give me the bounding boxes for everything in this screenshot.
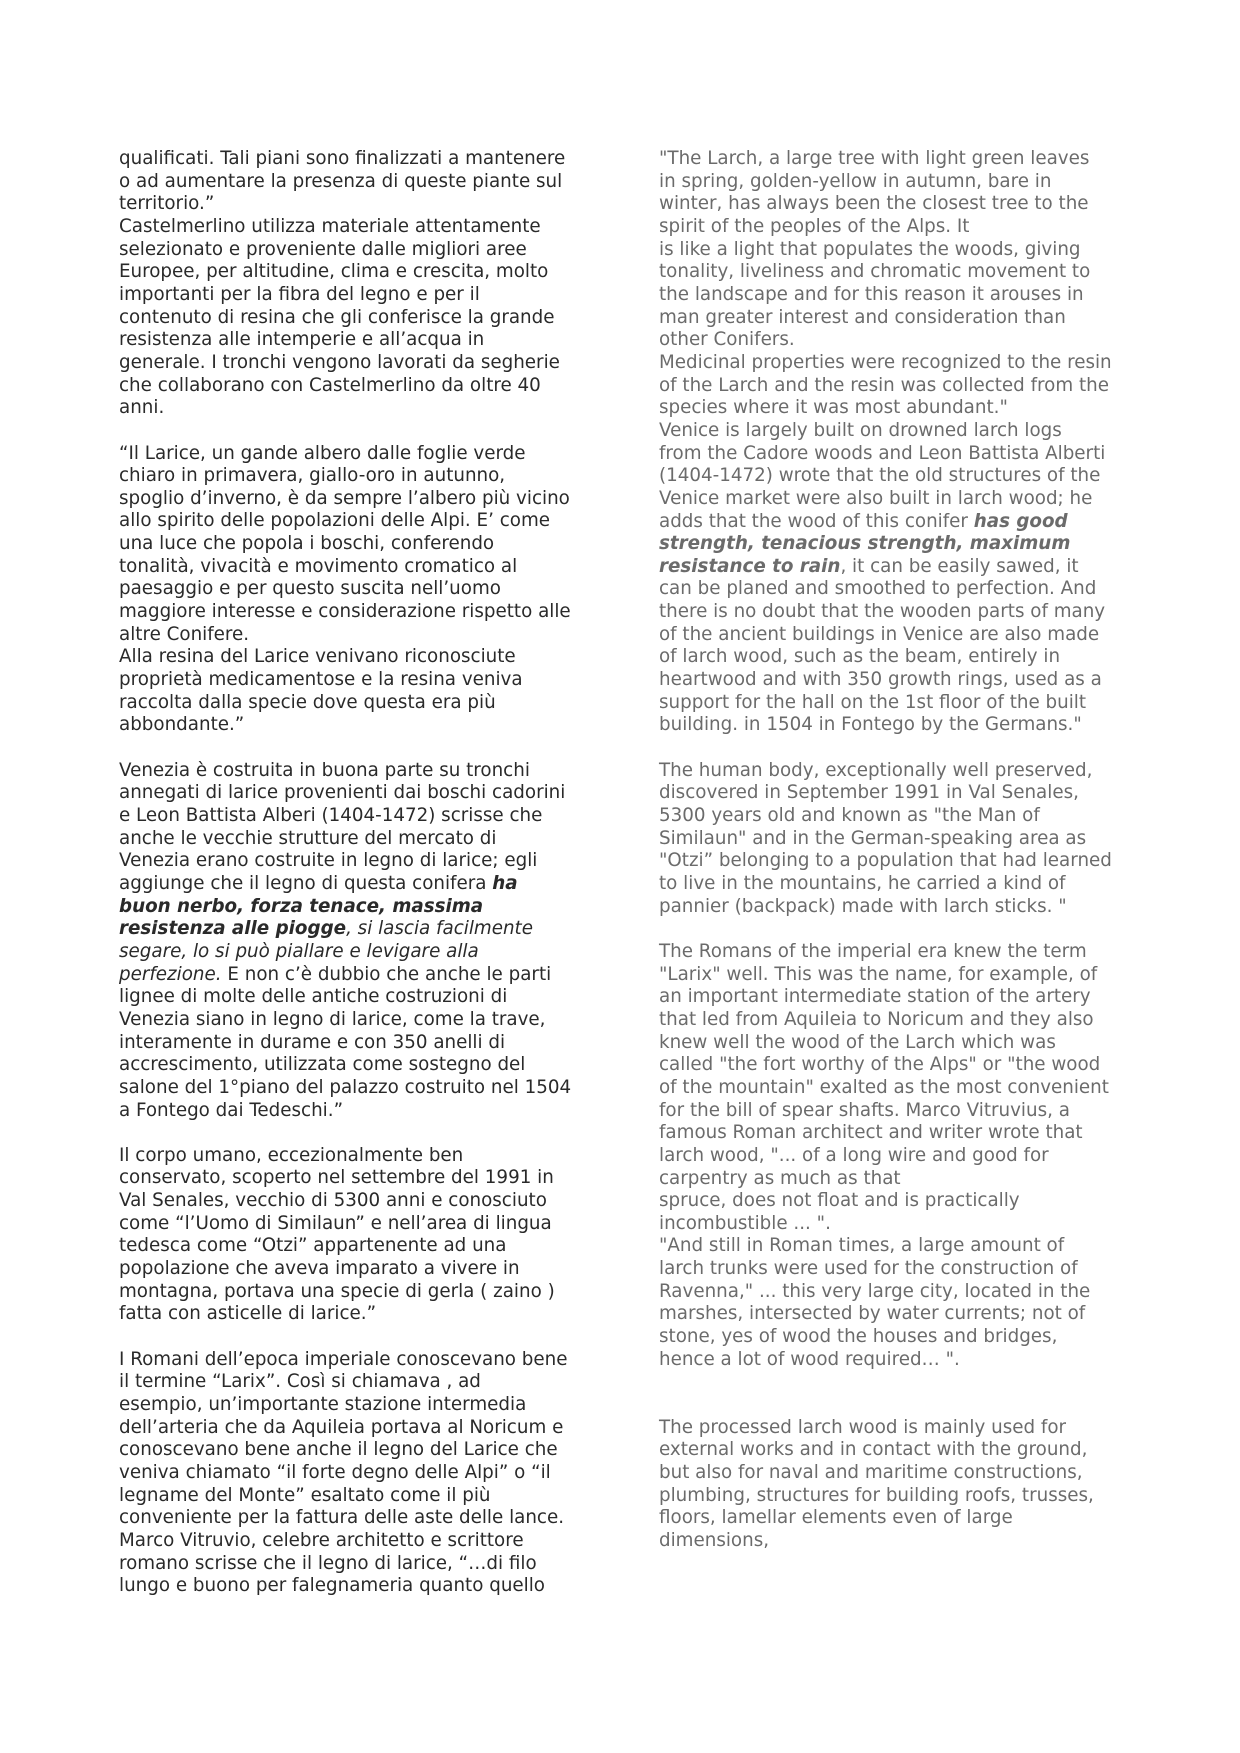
text-run: , it can be easily sawed, it	[840, 555, 1079, 577]
paragraph-larice	[119, 443, 599, 738]
text-line: Venezia erano costruite in legno di larice; egli	[119, 850, 538, 872]
text-line: that led from Aquileia to Noricum and they also	[659, 1008, 1094, 1030]
text-line: (1404-1472) wrote that the old structures of the	[659, 465, 1101, 487]
text-line: is like a light that populates the woods, giving	[659, 238, 1081, 260]
text-line: fatta con asticelle di larice.”	[119, 1303, 377, 1325]
text-line	[119, 873, 599, 896]
text-line	[119, 964, 599, 987]
text-line: plumbing, structures for building roofs, trusses,	[659, 1484, 1094, 1506]
text-line: can be planed and smoothed to perfection. And	[659, 578, 1097, 600]
emphasis-bold-italic: ha	[492, 872, 518, 894]
text-line: Ravenna," ... this very large city, located in the	[659, 1280, 1091, 1302]
text-line: Alla resina del Larice venivano riconosciute	[119, 646, 516, 668]
text-line: interamente in durame e con 350 anelli di	[119, 1031, 506, 1053]
text-line: hence a lot of wood required… ".	[659, 1348, 960, 1370]
text-line: anni.	[119, 397, 165, 419]
emphasis-bold-italic: strength, tenacious strength, maximum	[659, 533, 1071, 555]
text-line: montagna, portava una specie di gerla ( zaino )	[119, 1280, 555, 1302]
text-line: veniva chiamato “il forte degno delle Alpi” o “il	[119, 1462, 551, 1483]
text-line: famous Roman architect and writer wrote that	[659, 1122, 1083, 1144]
emphasis-italic: perfezione.	[119, 963, 222, 985]
text-line: qualificati. Tali piani sono finalizzati a mantenere	[119, 148, 566, 169]
text-line: 5300 years old and known as "the Man of	[659, 805, 1040, 827]
text-line: proprietà medicamentose e la resina veniva	[119, 669, 523, 691]
text-line: maggiore interesse e considerazione rispetto alle	[119, 601, 571, 623]
text-line: to live in the mountains, he carried a kind of	[659, 872, 1066, 894]
text-line: discovered in September 1991 in Val Senales,	[659, 782, 1079, 804]
text-line: there is no doubt that the wooden parts of many	[659, 601, 1106, 623]
text-line: carpentry as much as that	[659, 1167, 901, 1189]
text-line: incombustible ... ".	[659, 1212, 831, 1234]
text-line: Castelmerlino utilizza materiale attentamente	[119, 215, 541, 237]
paragraph-larch	[659, 148, 1139, 420]
text-line: tonalità, vivacità e movimento cromatico al	[119, 555, 518, 577]
text-line: Val Senales, vecchio di 5300 anni e conosciuto	[119, 1190, 547, 1212]
right-column-english	[659, 148, 1139, 1553]
text-line: resistenza alle intemperie e all’acqua in	[119, 329, 485, 351]
text-line: man greater interest and consideration than	[659, 306, 1066, 328]
emphasis-bold-italic: resistance to rain	[659, 555, 841, 577]
text-line: Medicinal properties were recognized to the resin	[659, 351, 1112, 373]
text-line: Venezia siano in legno di larice, come la trave,	[119, 1008, 546, 1030]
paragraph-human-body	[659, 760, 1139, 919]
text-line: tonality, liveliness and chromatic movement to	[659, 261, 1091, 283]
emphasis-italic: , si lascia facilmente	[346, 918, 533, 940]
text-line: heartwood and with 350 growth rings, used as a	[659, 669, 1102, 691]
text-line: but also for naval and maritime constructions,	[659, 1462, 1083, 1484]
text-line: "And still in Roman times, a large amount of	[659, 1235, 1065, 1257]
text-line: stone, yes of wood the houses and bridges,	[659, 1326, 1058, 1348]
paragraph-castelmerlino	[119, 148, 599, 420]
text-line: for the bill of spear shafts. Marco Vitruvius, a	[659, 1099, 1070, 1121]
text-line: knew well the wood of the Larch which was	[659, 1031, 1056, 1053]
text-line: legname del Monte” esaltato come il più	[119, 1484, 491, 1506]
text-line: pannier (backpack) made with larch sticks. "	[659, 895, 1067, 917]
emphasis-bold-italic: buon nerbo, forza tenace, massima	[119, 895, 484, 917]
text-line: come “l’Uomo di Similaun” e nell’area di lingua	[119, 1212, 552, 1234]
text-line: a Fontego dai Tedeschi.”	[119, 1099, 344, 1121]
text-line: larch wood, "... of a long wire and good for	[659, 1144, 1049, 1166]
text-line: floors, lamellar elements even of large	[659, 1507, 1013, 1529]
text-line: Marco Vitruvio, celebre architetto e scrittore	[119, 1529, 524, 1551]
text-line: Il corpo umano, eccezionalmente ben	[119, 1144, 464, 1166]
text-line: building. in 1504 in Fontego by the Germans."	[659, 714, 1082, 736]
text-line: “Il Larice, un gande albero dalle foglie verde	[119, 442, 526, 464]
text-line: of the ancient buildings in Venice are also made	[659, 623, 1100, 645]
text-line: il termine “Larix”. Così si chiamava , ad	[119, 1371, 481, 1393]
text-line: species where it was most abundant."	[659, 397, 1008, 419]
text-line: "Otzi” belonging to a population that had learned	[659, 850, 1112, 872]
text-line: chiaro in primavera, giallo-oro in autunno,	[119, 465, 506, 487]
text-line: importanti per la fibra del legno e per il	[119, 283, 480, 305]
text-line: The processed larch wood is mainly used for	[659, 1416, 1067, 1438]
paragraph-processed-wood	[659, 1417, 1139, 1553]
text-line: generale. I tronchi vengono lavorati da segherie	[119, 351, 560, 373]
text-line: o ad aumentare la presenza di queste piante sul	[119, 170, 563, 192]
paragraph-romans	[659, 941, 1139, 1371]
text-line: of the Larch and the resin was collected from the	[659, 374, 1109, 396]
text-line: lignee di molte delle antiche costruzioni di	[119, 986, 508, 1008]
text-line: e Leon Battista Alberi (1404-1472) scrisse che	[119, 805, 543, 826]
text-line: of the mountain" exalted as the most convenient	[659, 1076, 1109, 1098]
text-line: from the Cadore woods and Leon Battista Alberti	[659, 442, 1106, 464]
text-line	[659, 511, 1139, 534]
text-line: Similaun" and in the German-speaking area as	[659, 827, 1087, 849]
text-line: esempio, un’importante stazione intermedia	[119, 1394, 527, 1416]
text-line: conservato, scoperto nel settembre del 1991 in	[119, 1167, 554, 1189]
text-line	[119, 918, 599, 941]
paragraph-venice	[659, 420, 1139, 737]
text-line: altre Conifere.	[119, 623, 250, 645]
text-line: Europee, per altitudine, clima e crescita, molto	[119, 261, 549, 283]
paragraph-romani	[119, 1349, 599, 1598]
text-line: contenuto di resina che gli conferisce la grande	[119, 306, 555, 328]
text-line: dimensions,	[659, 1529, 770, 1551]
text-line: spirit of the peoples of the Alps. It	[659, 215, 970, 237]
text-line: "The Larch, a large tree with light green leaves	[659, 148, 1090, 169]
text-line: spruce, does not float and is practically	[659, 1190, 1020, 1212]
text-line: spoglio d’inverno, è da sempre l’albero più vicino	[119, 487, 570, 509]
text-line: of larch wood, such as the beam, entirely in	[659, 646, 1061, 668]
text-line: popolazione che aveva imparato a vivere in	[119, 1258, 520, 1280]
text-line: una luce che popola i boschi, conferendo	[119, 533, 495, 555]
emphasis-bold-italic: has good	[973, 510, 1068, 532]
text-line: selezionato e proveniente dalle migliori aree	[119, 238, 527, 260]
text-line: winter, has always been the closest tree to the	[659, 193, 1089, 215]
text-line: accrescimento, utilizzata come sostegno del	[119, 1054, 526, 1076]
text-line: marshes, intersected by water currents; not of	[659, 1303, 1086, 1325]
text-line	[659, 556, 1139, 579]
emphasis-italic: segare, lo si può piallare e levigare alla	[119, 940, 479, 962]
text-line: an important intermediate station of the artery	[659, 986, 1091, 1008]
text-line: larch trunks were used for the construction of	[659, 1258, 1078, 1280]
text-line: tedesca come “Otzi” appartenente ad una	[119, 1235, 507, 1257]
text-line: allo spirito delle popolazioni delle Alpi. E’ come	[119, 510, 551, 532]
text-line: Venezia è costruita in buona parte su tronchi	[119, 759, 530, 781]
text-run: aggiunge che il legno di questa conifera	[119, 872, 493, 894]
text-line: territorio.”	[119, 193, 215, 215]
text-line: paesaggio e per questo suscita nell’uomo	[119, 578, 501, 600]
text-line: conoscevano bene anche il legno del Larice che	[119, 1439, 558, 1461]
text-line: abbondante.”	[119, 714, 245, 736]
text-line: support for the hall on the 1st floor of the built	[659, 691, 1087, 713]
text-line: raccolta dalla specie dove questa era più	[119, 691, 496, 713]
text-run: adds that the wood of this conifer	[659, 510, 974, 532]
paragraph-venezia	[119, 760, 599, 1123]
text-run: E non c’è dubbio che anche le parti	[221, 963, 552, 985]
text-line: Venice market were also built in larch wood; he	[659, 487, 1093, 509]
text-line: The Romans of the imperial era knew the term	[659, 940, 1087, 962]
text-line: conveniente per la fattura delle aste delle lance.	[119, 1507, 565, 1529]
text-line: the landscape and for this reason it arouses in	[659, 283, 1084, 305]
paragraph-otzi	[119, 1145, 599, 1326]
text-line: annegati di larice provenienti dai boschi cadorini	[119, 782, 566, 804]
text-line: Venice is largely built on drowned larch logs	[659, 419, 1062, 441]
text-line: other Conifers.	[659, 329, 795, 351]
text-line: dell’arteria che da Aquileia portava al Noricum e	[119, 1416, 564, 1438]
text-line: external works and in contact with the ground,	[659, 1439, 1088, 1461]
text-line: called "the fort worthy of the Alps" or "the wood	[659, 1054, 1101, 1076]
text-line: che collaborano con Castelmerlino da oltre 40	[119, 374, 541, 396]
text-line: The human body, exceptionally well preserved,	[659, 759, 1093, 781]
text-line: salone del 1°piano del palazzo costruito nel 1504	[119, 1076, 572, 1098]
text-line: romano scrisse che il legno di larice, “…di filo	[119, 1552, 537, 1574]
text-line: "Larix" well. This was the name, for example, of	[659, 963, 1098, 985]
text-line: I Romani dell’epoca imperiale conoscevano bene	[119, 1348, 568, 1370]
text-line: in spring, golden-yellow in autumn, bare in	[659, 170, 1052, 192]
left-column-italian	[119, 148, 599, 1598]
emphasis-bold-italic: resistenza alle piogge	[119, 918, 347, 940]
text-line: anche le vecchie strutture del mercato di	[119, 827, 497, 849]
text-line: lungo e buono per falegnameria quanto quello	[119, 1575, 545, 1597]
